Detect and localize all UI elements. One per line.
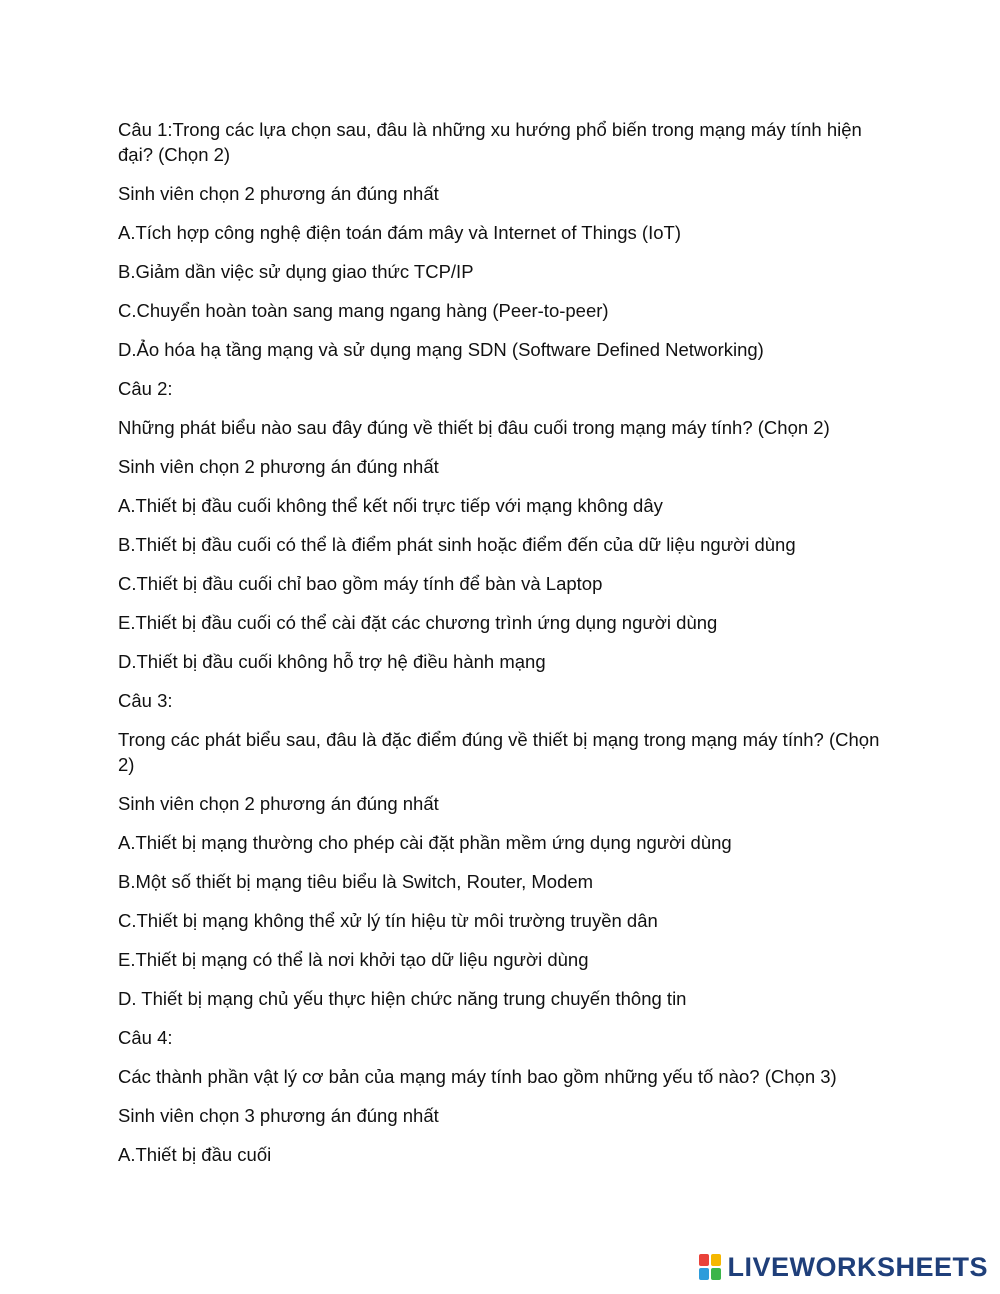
question-3-option-d: D. Thiết bị mạng chủ yếu thực hiện chức năng trung chuyến thông tin: [118, 988, 687, 1009]
question-2-option-a: A.Thiết bị đầu cuối không thể kết nối trực tiếp với mạng không dây: [118, 495, 663, 516]
question-1-option-d: D.Ảo hóa hạ tầng mạng và sử dụng mạng SDN (Software Defined Networking): [118, 339, 764, 360]
question-3-option-e: E.Thiết bị mạng có thể là nơi khởi tạo dữ liệu người dùng: [118, 949, 589, 970]
question-4-text: Các thành phần vật lý cơ bản của mạng máy tính bao gồm những yếu tố nào? (Chọn 3): [118, 1066, 837, 1087]
question-1-instruction: Sinh viên chọn 2 phương án đúng nhất: [118, 183, 439, 204]
question-2-heading: Câu 2:: [118, 378, 173, 399]
question-3-instruction: Sinh viên chọn 2 phương án đúng nhất: [118, 793, 439, 814]
question-2-option-c: C.Thiết bị đầu cuối chỉ bao gồm máy tính để bàn và Laptop: [118, 573, 603, 594]
liveworksheets-logo-icon: [699, 1254, 721, 1280]
question-1-text: Câu 1:Trong các lựa chọn sau, đâu là những xu hướng phổ biến trong mạng máy tính hiện đại? (Chọn 2): [118, 119, 862, 165]
logo-mark-square-1: [699, 1254, 709, 1266]
question-3-option-c: C.Thiết bị mạng không thể xử lý tín hiệu từ môi trường truyền dân: [118, 910, 658, 931]
question-2-instruction: Sinh viên chọn 2 phương án đúng nhất: [118, 456, 439, 477]
logo-mark-square-2: [711, 1254, 721, 1266]
liveworksheets-logo[interactable]: [699, 1252, 988, 1282]
question-1-option-a: A.Tích hợp công nghệ điện toán đám mây và Internet of Things (IoT): [118, 222, 681, 243]
question-3-option-a: A.Thiết bị mạng thường cho phép cài đặt phần mềm ứng dụng người dùng: [118, 832, 732, 853]
question-3-option-b: B.Một số thiết bị mạng tiêu biểu là Switch, Router, Modem: [118, 871, 594, 892]
question-2-option-b: B.Thiết bị đầu cuối có thể là điểm phát sinh hoặc điểm đến của dữ liệu người dùng: [118, 534, 796, 555]
question-3-heading: Câu 3:: [118, 690, 173, 711]
logo-mark-square-4: [711, 1268, 721, 1280]
question-4-instruction: Sinh viên chọn 3 phương án đúng nhất: [118, 1105, 439, 1126]
question-4-option-a: A.Thiết bị đầu cuối: [118, 1144, 272, 1165]
question-1-option-b: B.Giảm dần việc sử dụng giao thức TCP/IP: [118, 261, 474, 282]
question-1-option-c: C.Chuyển hoàn toàn sang mang ngang hàng (Peer-to-peer): [118, 300, 609, 321]
question-4-heading: Câu 4:: [118, 1027, 173, 1048]
question-3-text: Trong các phát biểu sau, đâu là đặc điểm đúng về thiết bị mạng trong mạng máy tính? (Chọn 2): [118, 729, 880, 775]
question-2-option-e: E.Thiết bị đầu cuối có thể cài đặt các chương trình ứng dụng người dùng: [118, 612, 718, 633]
document-content: [118, 117, 898, 1181]
question-2-text: Những phát biểu nào sau đây đúng về thiết bị đâu cuối trong mạng máy tính? (Chọn 2): [118, 417, 830, 438]
logo-text: LIVEWORKSHEETS: [727, 1252, 988, 1282]
question-2-option-d: D.Thiết bị đầu cuối không hỗ trợ hệ điều hành mạng: [118, 651, 546, 672]
logo-mark-square-3: [699, 1268, 709, 1280]
